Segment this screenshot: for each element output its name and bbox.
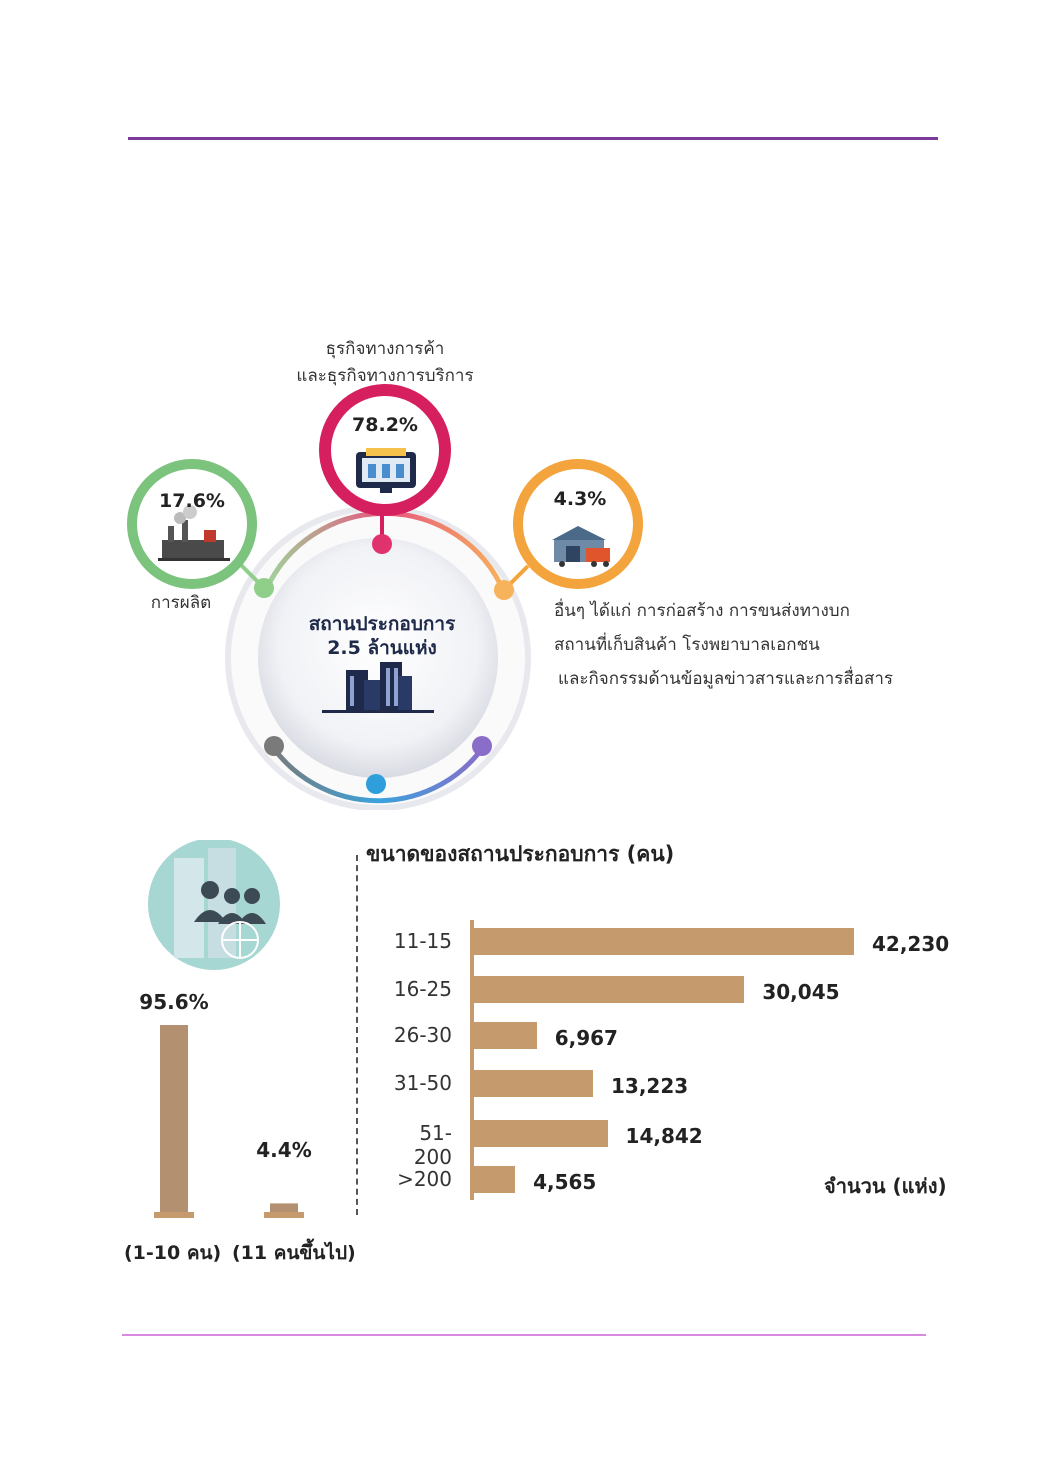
chart-title: ขนาดของสถานประกอบการ (คน) (366, 842, 675, 866)
other-pct: 4.3% (553, 488, 607, 510)
manufacturing-label: การผลิต (150, 593, 212, 613)
bottom-rule (122, 1334, 926, 1336)
bar-value-label: 14,842 (625, 1124, 703, 1148)
center-line1: สถานประกอบการ (308, 613, 456, 635)
bar-category-label: 26-30 (393, 1023, 452, 1047)
bar-category-label: 51-200 (413, 1121, 452, 1169)
bar-category-label: 31-50 (393, 1071, 452, 1095)
trade-pct: 78.2% (352, 414, 418, 436)
bar (474, 1166, 515, 1193)
manufacturing-pct: 17.6% (159, 490, 225, 512)
bar (474, 1022, 537, 1049)
column-1-10-label: (1-10 คน) (124, 1242, 222, 1264)
bar-category-label: >200 (397, 1167, 452, 1191)
trade-label-line1: ธุรกิจทางการค้า (325, 339, 445, 359)
trade-label-line2: และธุรกิจทางการบริการ (296, 366, 474, 386)
bar-value-label: 4,565 (533, 1170, 597, 1194)
bar-value-label: 13,223 (610, 1074, 689, 1098)
bar-value-label: 6,967 (554, 1026, 618, 1050)
bar (474, 928, 854, 955)
other-note-line3: และกิจกรรมด้านข้อมูลข่าวสารและการสื่อสาร (558, 669, 894, 689)
column-11-plus-value: 4.4% (256, 1138, 312, 1162)
bar-value-label: 42,230 (872, 932, 950, 956)
bar (474, 976, 744, 1003)
bar (474, 1120, 608, 1147)
other-note-line1: อื่นๆ ได้แก่ การก่อสร้าง การขนส่งทางบก (554, 601, 850, 621)
column-11-plus-label: (11 คนขึ้นไป) (232, 1242, 356, 1264)
bar-axis (470, 920, 474, 1200)
column-1-10-value: 95.6% (139, 990, 209, 1014)
bar-value-label: 30,045 (762, 980, 840, 1004)
bar-category-label: 16-25 (393, 977, 452, 1001)
x-axis-unit: จำนวน (แห่ง) (824, 1174, 947, 1198)
bar (474, 1070, 593, 1097)
center-line2: 2.5 ล้านแห่ง (327, 637, 437, 659)
other-note-line2: สถานที่เก็บสินค้า โรงพยาบาลเอกชน (554, 635, 820, 655)
bar-category-label: 11-15 (393, 929, 452, 953)
